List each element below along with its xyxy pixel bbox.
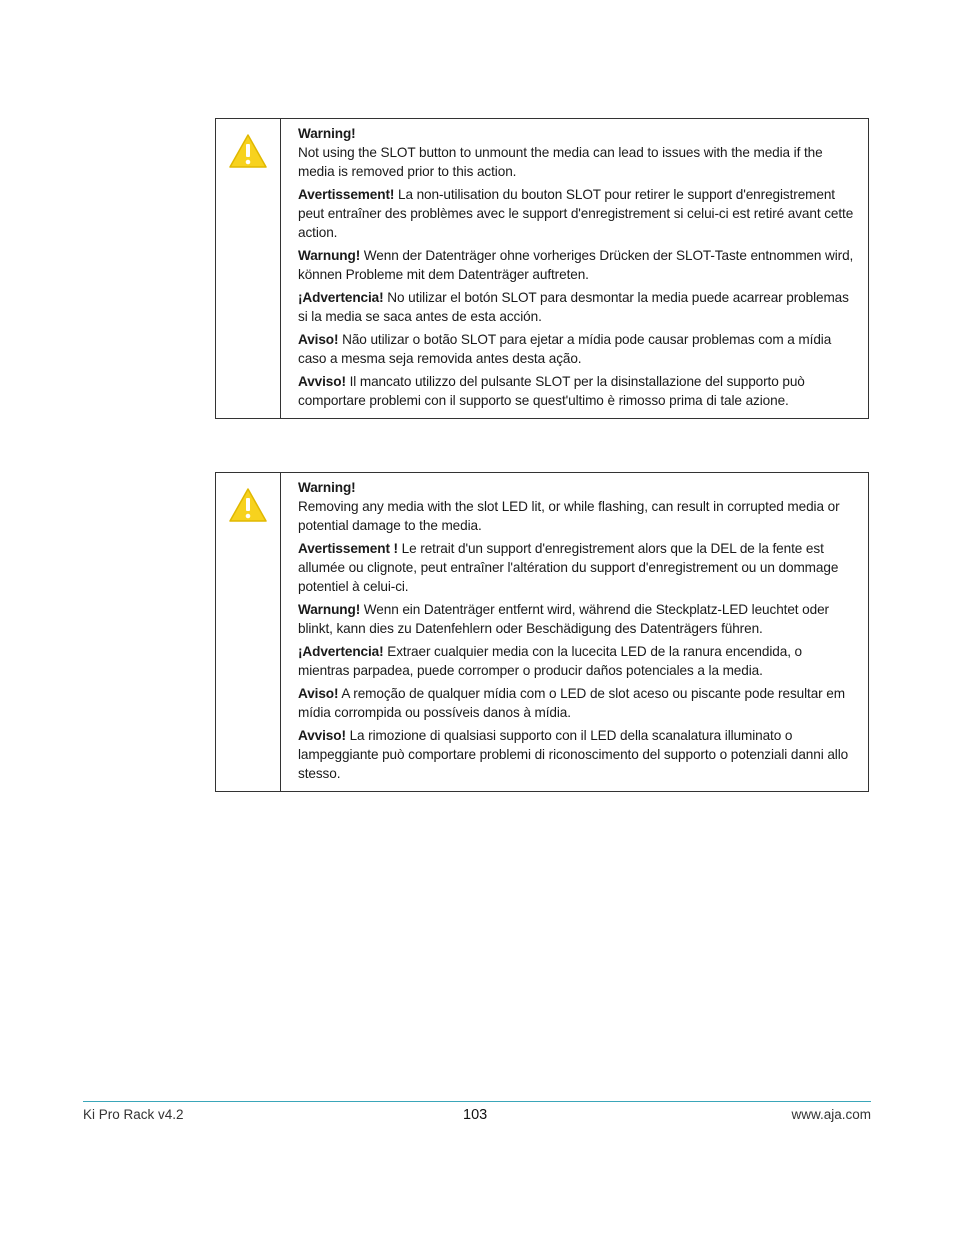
warning-icon-cell [216, 473, 281, 791]
translation-es: ¡Advertencia! No utilizar el botón SLOT para desmontar la media puede acarrear problemas si la media se saca antes de esta acción. [298, 290, 849, 324]
translation-pt: Aviso! Não utilizar o botão SLOT para ejetar a mídia pode causar problemas com a mídia caso a mesma seja removida antes desta ação. [298, 332, 832, 366]
translation-fr: Avertissement ! Le retrait d'un support d'enregistrement alors que la DEL de la fente est allumée ou clignote, peut entraîner l'altération du support d'enregistrement ou un dommage potentiel à celui-ci. [298, 541, 839, 594]
translation-it: Avviso! Il mancato utilizzo del pulsante SLOT per la disinstallazione del supporto può comportare problemi con il supporto se quest'ultimo è rimosso prima di tale azione. [298, 374, 805, 408]
warning-heading: Warning! [298, 126, 356, 141]
translation-it: Avviso! La rimozione di qualsiasi supporto con il LED della scanalatura illuminato o lampeggiante può comportare problemi di riconoscimento del supporto o potenziali danni allo stesso. [298, 728, 849, 781]
warning-box [215, 118, 869, 419]
translation-pt: Aviso! A remoção de qualquer mídia com o LED de slot aceso ou piscante pode resultar em mídia corrompida ou possíveis danos à mídia. [298, 686, 845, 720]
footer-website[interactable]: www.aja.com [791, 1107, 871, 1122]
warning-english: Not using the SLOT button to unmount the media can lead to issues with the media if the media is removed prior to this action. [298, 145, 823, 179]
translation-de: Warnung! Wenn ein Datenträger entfernt wird, während die Steckplatz-LED leuchtet oder blinkt, kann dies zu Datenfehlern oder Beschädigung des Datenträgers führen. [298, 602, 829, 636]
warning-text [281, 473, 868, 791]
warning-triangle-icon [228, 487, 268, 523]
warning-icon-cell [216, 119, 281, 418]
warning-text [281, 119, 868, 418]
translation-de: Warnung! Wenn der Datenträger ohne vorheriges Drücken der SLOT-Taste entnommen wird, können Probleme mit dem Datenträger auftreten. [298, 248, 854, 282]
translation-es: ¡Advertencia! Extraer cualquier media con la lucecita LED de la ranura encendida, o mientras parpadea, puede corromper o producir daños potenciales a la media. [298, 644, 803, 678]
warning-heading: Warning! [298, 480, 356, 495]
warning-box [215, 472, 869, 792]
translation-fr: Avertissement! La non-utilisation du bouton SLOT pour retirer le support d'enregistrement peut entraîner des problèmes avec le support d'enregistrement si celui-ci est retiré avant cette action. [298, 187, 854, 240]
footer-product: Ki Pro Rack v4.2 [83, 1107, 184, 1122]
footer-rule [83, 1101, 871, 1102]
warning-english: Removing any media with the slot LED lit, or while flashing, can result in corrupted media or potential damage to the media. [298, 499, 840, 533]
warning-triangle-icon [228, 133, 268, 169]
page-number: 103 [463, 1107, 488, 1123]
